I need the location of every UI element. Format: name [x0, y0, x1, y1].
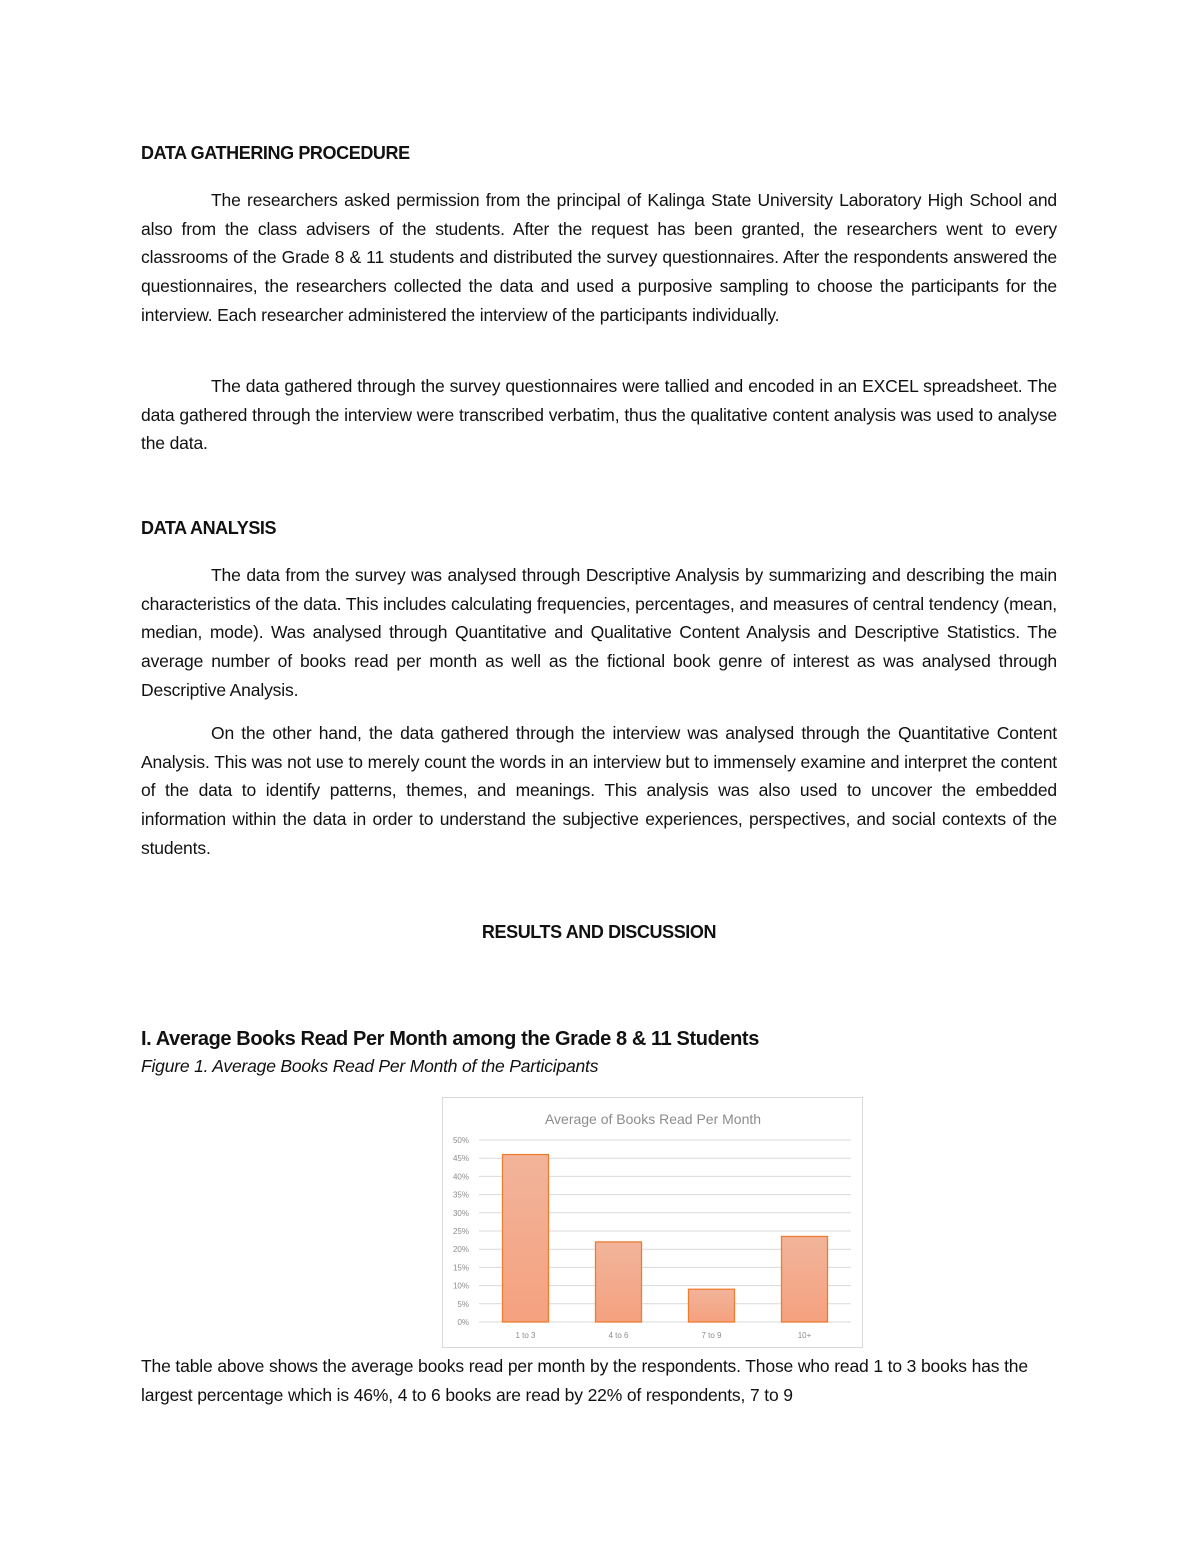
paragraph-results-1: The table above shows the average books read per month by the respondents. Those who read 1 to 3 books has the largest percentage which is 46%, 4 to 6 books are read by 22% of respondents, 7 to 9	[141, 1356, 1028, 1405]
y-tick-label: 35%	[452, 1190, 469, 1200]
y-tick-label: 45%	[452, 1154, 469, 1164]
x-tick-label: 7 to 9	[701, 1331, 722, 1340]
x-tick-label: 4 to 6	[608, 1331, 629, 1340]
section-heading-data-gathering: DATA GATHERING PROCEDURE	[141, 143, 410, 163]
chart-title: Average of Books Read Per Month	[544, 1111, 762, 1127]
figure-caption: Figure 1. Average Books Read Per Month of the Participants	[141, 1056, 599, 1076]
paragraph-data-analysis-1: The data from the survey was analysed through Descriptive Analysis by summarizing and describing the main characteristics of the data. This includes calculating frequencies, percentages, and measures of central tendency (mean, median, mode). Was analysed through Quantitative and Qualitative Content Analysis and Descriptive Statistics. The average number of books read per month as well as the fictional book genre of interest as was analysed through Descriptive Analysis.	[141, 565, 1057, 700]
x-tick-label: 10+	[797, 1331, 812, 1340]
paragraph-data-gathering-2: The data gathered through the survey questionnaires were tallied and encoded in an EXCEL spreadsheet. The data gathered through the interview were transcribed verbatim, thus the qualitative content analysis was used to analyse the data.	[141, 376, 1057, 454]
y-tick-label: 40%	[452, 1172, 469, 1182]
y-tick-label: 30%	[452, 1208, 469, 1218]
bar-7-to-9	[689, 1289, 735, 1322]
section-heading-data-analysis: DATA ANALYSIS	[141, 518, 277, 538]
y-tick-label: 0%	[457, 1318, 469, 1327]
y-tick-label: 10%	[452, 1281, 469, 1291]
y-tick-label: 25%	[452, 1227, 469, 1236]
bar-chart-frame	[442, 1097, 863, 1348]
y-tick-label: 5%	[457, 1299, 469, 1309]
chart-y-axis	[453, 1136, 469, 1327]
bar-chart	[443, 1098, 864, 1349]
y-tick-label: 50%	[452, 1136, 469, 1145]
subsection-heading-average-books: I. Average Books Read Per Month among the Grade 8 & 11 Students	[141, 1028, 759, 1050]
section-heading-results: RESULTS AND DISCUSSION	[481, 922, 717, 942]
chart-bars	[503, 1155, 828, 1322]
paragraph-data-analysis-2: On the other hand, the data gathered through the interview was analysed through the Quantitative Content Analysis. This was not use to merely count the words in an interview but to immensely examine and interpret the content of the data to identify patterns, themes, and meanings. This analysis was also used to uncover the embedded information within the data in order to understand the subjective experiences, perspectives, and social contexts of the students.	[141, 723, 1057, 858]
chart-x-axis	[515, 1331, 811, 1340]
x-tick-label: 1 to 3	[515, 1331, 536, 1340]
y-tick-label: 20%	[452, 1245, 469, 1255]
y-tick-label: 15%	[452, 1263, 469, 1273]
bar-1-to-3	[503, 1155, 549, 1322]
bar-10plus	[782, 1236, 828, 1322]
paragraph-data-gathering-1: The researchers asked permission from the principal of Kalinga State University Laboratory High School and also from the class advisers of the students. After the request has been granted, the researchers went to every classrooms of the Grade 8 & 11 students and distributed the survey questionnaires. After the respondents answered the questionnaires, the researchers collected the data and used a purposive sampling to choose the participants for the interview. Each researcher administered the interview of the participants individually.	[141, 190, 1057, 325]
bar-4-to-6	[596, 1242, 642, 1322]
